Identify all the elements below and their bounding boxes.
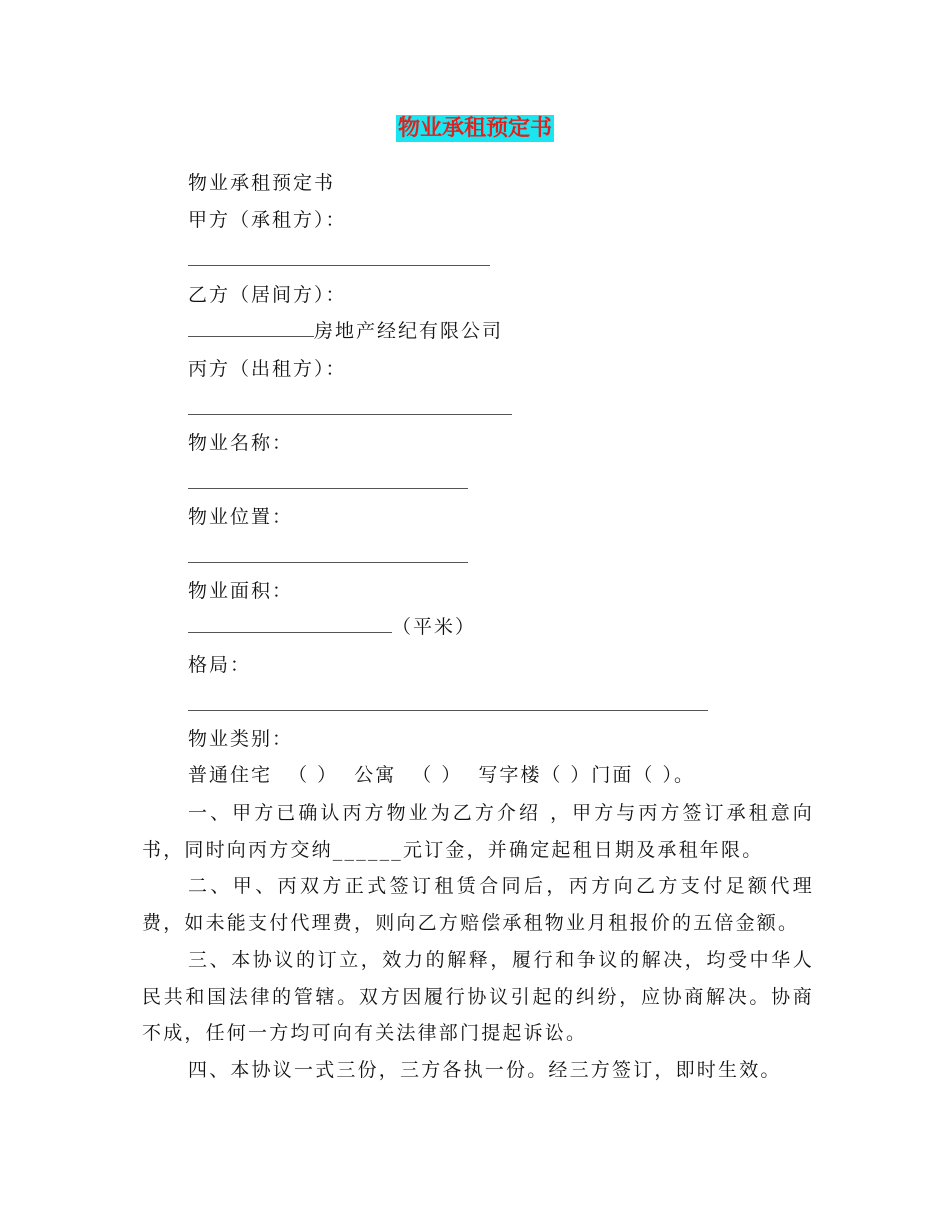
property-location-label: 物业位置： [188,506,294,528]
party-c-label: 丙方（出租方）： [188,358,347,380]
property-area-blank [188,614,392,633]
clause-2: 二、甲、丙双方正式签订租赁合同后，丙方向乙方支付足额代理费，如未能支付代理费，则向乙方赔偿承租物业月租报价的五倍金额。 [142,875,814,934]
party-a-label: 甲方（承租方）： [188,209,347,231]
property-name-label: 物业名称： [188,432,294,454]
party-b-label: 乙方（居间方）： [188,284,347,306]
property-location-blank [188,562,468,563]
layout-blank [188,710,708,711]
party-b-line [188,318,503,344]
layout-label: 格局： [188,654,252,676]
clause-1: 一、甲方已确认丙方物业为乙方介绍 ，甲方与丙方签订承租意向书，同时向丙方交纳______元订金，并确定起租日期及承租年限。 [142,802,814,861]
area-unit: （平米） [392,616,477,638]
property-type-label: 物业类别： [188,728,294,750]
property-area-line [188,614,476,640]
property-area-label: 物业面积： [188,580,294,602]
property-type-options: 普通住宅 （ ） 公寓 （ ） 写字楼（ ）门面（ ）。 [188,764,695,786]
document-title [0,114,950,145]
clause-4: 四、本协议一式三份，三方各执一份。经三方签订，即时生效。 [188,1059,782,1081]
property-name-blank [188,488,468,489]
party-b-company: 房地产经纪有限公司 [314,320,504,342]
document-heading: 物业承租预定书 [188,172,336,194]
document-title-text: 物业承租预定书 [397,116,552,141]
party-b-blank [188,318,314,337]
party-c-blank [188,414,512,415]
clause-3: 三、本协议的订立，效力的解释，履行和争议的解决，均受中华人民共和国法律的管辖。双方因履行协议引起的纠纷，应协商解决。协商不成，任何一方均可向有关法律部门提起诉讼。 [142,949,814,1045]
party-a-blank [188,265,490,266]
